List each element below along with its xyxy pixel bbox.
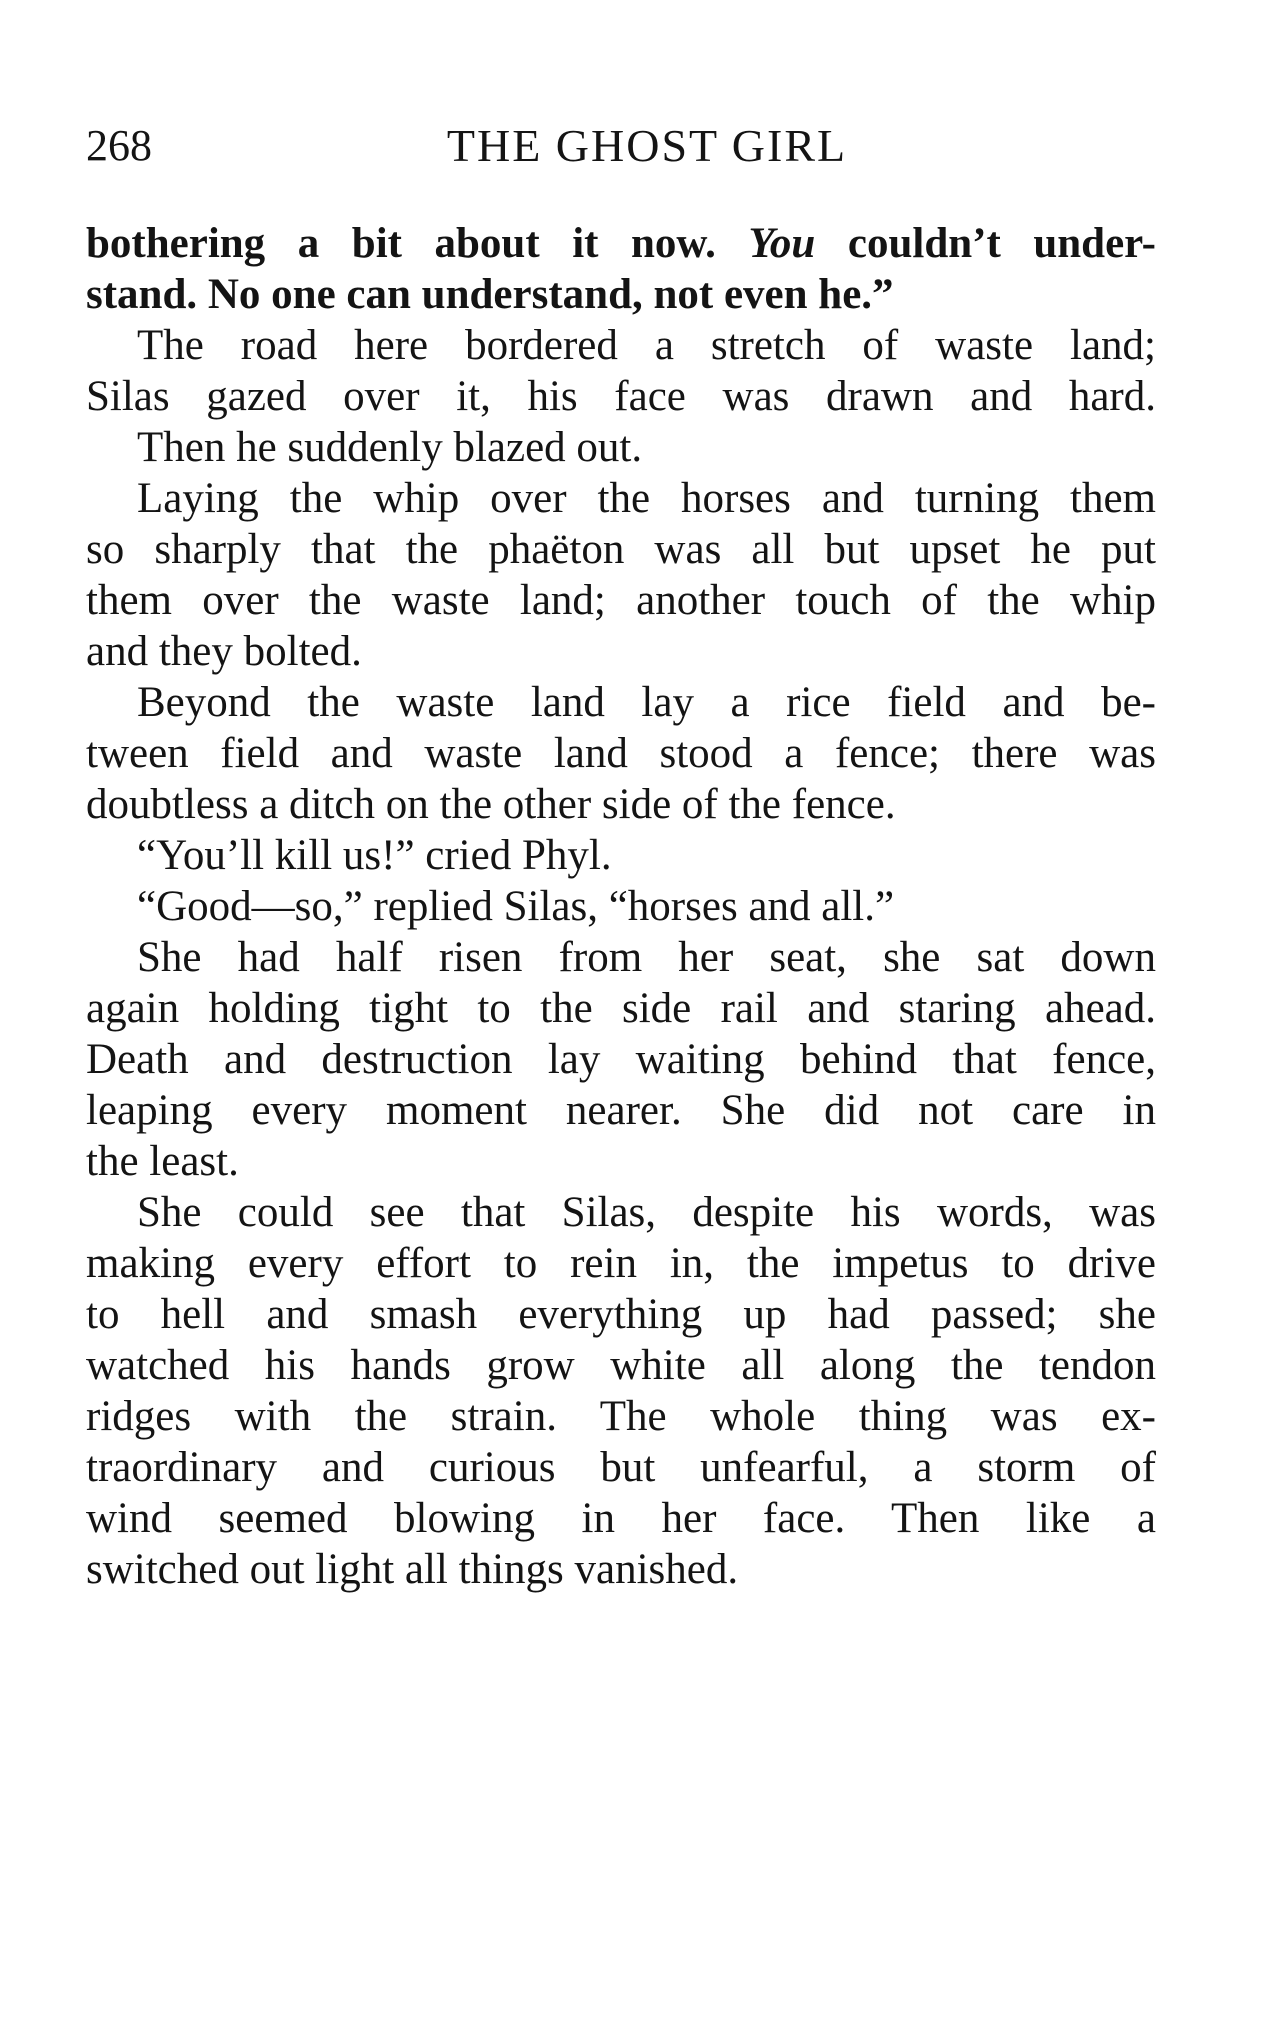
text-line: wind seemed blowing in her face. Then like a	[86, 1495, 1156, 1542]
running-head: THE GHOST GIRL	[446, 120, 848, 171]
text-line: Laying the whip over the horses and turning them	[137, 475, 1156, 522]
emphasis: You	[748, 220, 816, 267]
text-line: “You’ll kill us!” cried Phyl.	[137, 832, 612, 879]
text-line: leaping every moment nearer. She did not care in	[86, 1087, 1156, 1134]
text-line: to hell and smash everything up had passed; she	[86, 1291, 1156, 1338]
text-line: making every effort to rein in, the impetus to drive	[86, 1240, 1156, 1287]
text-line: doubtless a ditch on the other side of the fence.	[86, 781, 896, 828]
text-line: Death and destruction lay waiting behind that fence,	[86, 1036, 1156, 1083]
page-number: 268	[86, 121, 152, 170]
text-line: Beyond the waste land lay a rice field and be-	[137, 679, 1156, 726]
text-line: “Good—so,” replied Silas, “horses and all.”	[137, 883, 895, 930]
text-line: traordinary and curious but unfearful, a storm of	[86, 1444, 1156, 1491]
text-line: so sharply that the phaëton was all but upset he put	[86, 526, 1156, 573]
text-line: She could see that Silas, despite his words, was	[137, 1189, 1156, 1236]
page-header	[86, 116, 1156, 176]
text-line: again holding tight to the side rail and staring ahead.	[86, 985, 1156, 1032]
text-line: and they bolted.	[86, 628, 362, 675]
text-line: the least.	[86, 1138, 239, 1185]
text-line: ridges with the strain. The whole thing was ex-	[86, 1393, 1156, 1440]
text-line: switched out light all things vanished.	[86, 1546, 739, 1593]
text-line: Silas gazed over it, his face was drawn and hard.	[86, 373, 1156, 420]
text-line: She had half risen from her seat, she sat down	[137, 934, 1156, 981]
text-line: bothering a bit about it now. You couldn’t under-	[86, 220, 1156, 267]
text-line: tween field and waste land stood a fence; there was	[86, 730, 1156, 777]
text-line: them over the waste land; another touch of the whip	[86, 577, 1156, 624]
text-line: Then he suddenly blazed out.	[137, 424, 643, 471]
text-line: The road here bordered a stretch of waste land;	[137, 322, 1156, 369]
text-line: stand. No one can understand, not even he.”	[86, 271, 894, 318]
text-line: watched his hands grow white all along the tendon	[86, 1342, 1156, 1389]
